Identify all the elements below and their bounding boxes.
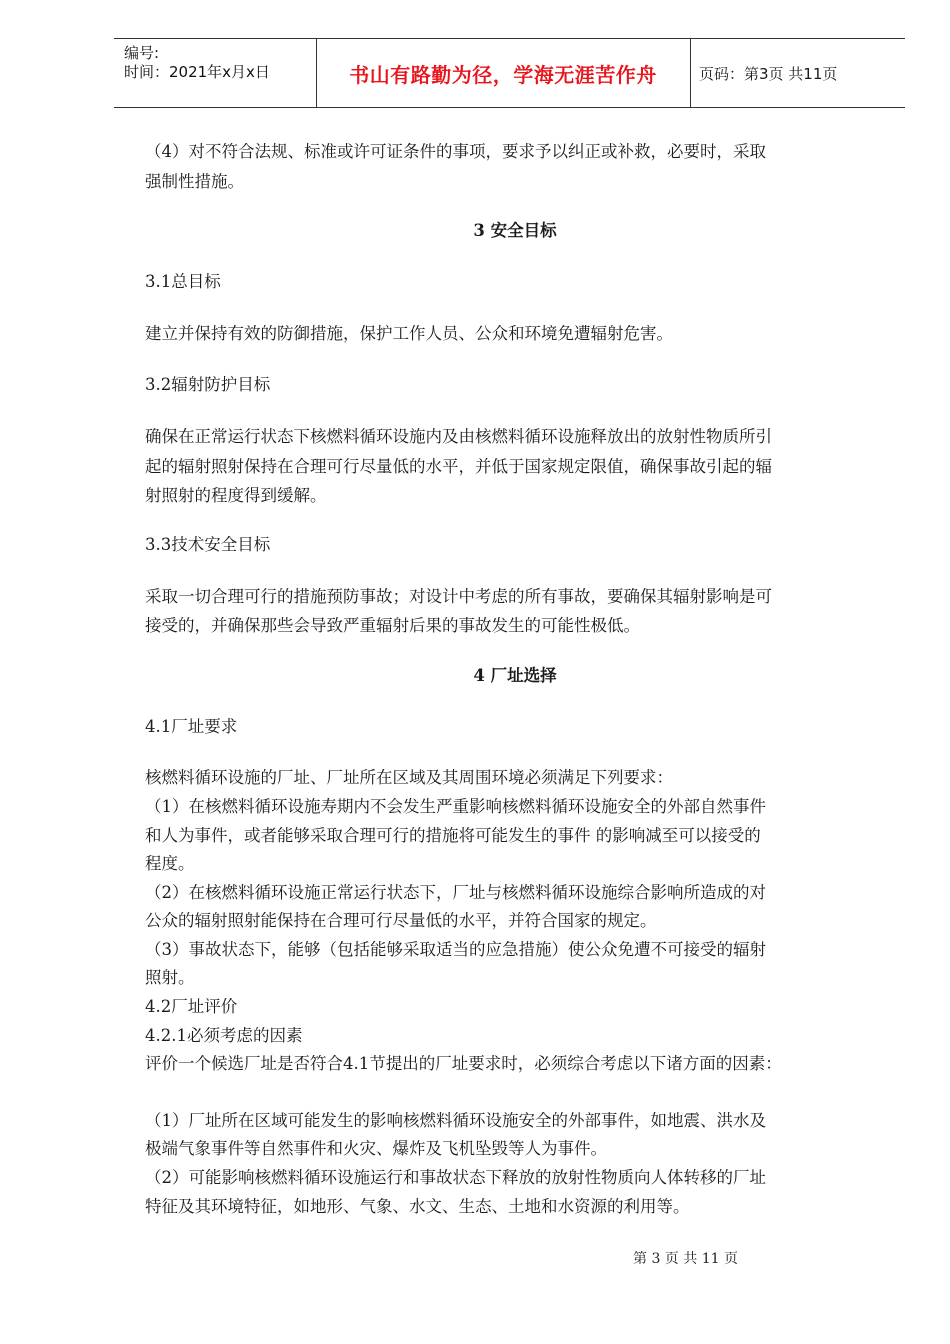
list-item-line: 特征及其环境特征，如地形、气象、水文、生态、土地和水资源的利用等。 bbox=[145, 1197, 690, 1216]
paragraph-line: 采取一切合理可行的措施预防事故；对设计中考虑的所有事故，要确保其辐射影响是可 bbox=[145, 587, 772, 606]
subsection-title: 3.3技术安全目标 bbox=[145, 535, 271, 554]
header-page-info: 页码：第3页 共11页 bbox=[699, 64, 838, 83]
list-item-line: 极端气象事件等自然事件和火灾、爆炸及飞机坠毁等人为事件。 bbox=[145, 1139, 607, 1158]
subsection-title: 3.1总目标 bbox=[145, 272, 221, 291]
document-number-label: 编号: bbox=[124, 44, 160, 62]
subsection-title: 4.1厂址要求 bbox=[145, 717, 238, 736]
list-item-line: 和人为事件，或者能够采取合理可行的措施将可能发生的事件 的影响减至可以接受的 bbox=[145, 826, 761, 845]
list-item-line: 程度。 bbox=[145, 854, 195, 873]
list-item-line: （2）在核燃料循环设施正常运行状态下，厂址与核燃料循环设施综合影响所造成的对 bbox=[145, 883, 766, 902]
subsection-title: 3.2辐射防护目标 bbox=[145, 375, 271, 394]
paragraph-line: 确保在正常运行状态下核燃料循环设施内及由核燃料循环设施释放出的放射性物质所引 bbox=[145, 427, 772, 446]
subsection-title: 4.2厂址评价 bbox=[145, 997, 238, 1016]
paragraph-line: 射照射的程度得到缓解。 bbox=[145, 486, 327, 505]
list-item-line: 公众的辐射照射能保持在合理可行尽量低的水平，并符合国家的规定。 bbox=[145, 911, 657, 930]
header-motto: 书山有路勤为径，学海无涯苦作舟 bbox=[349, 62, 657, 87]
subsection-title: 4.2.1必须考虑的因素 bbox=[145, 1026, 303, 1045]
list-item-line: 照射。 bbox=[145, 968, 195, 987]
section-heading-4: 4 厂址选择 bbox=[473, 666, 557, 685]
paragraph-line: 强制性措施。 bbox=[145, 172, 244, 191]
page-header bbox=[114, 38, 905, 108]
header-meta-cell bbox=[114, 39, 317, 107]
paragraph-line: 接受的，并确保那些会导致严重辐射后果的事故发生的可能性极低。 bbox=[145, 616, 640, 635]
paragraph-line: 建立并保持有效的防御措施，保护工作人员、公众和环境免遭辐射危害。 bbox=[145, 324, 673, 343]
paragraph-line: 评价一个候选厂址是否符合4.1节提出的厂址要求时，必须综合考虑以下诸方面的因素： bbox=[145, 1054, 782, 1073]
header-motto-cell bbox=[316, 39, 691, 107]
paragraph-line: 核燃料循环设施的厂址、厂址所在区域及其周围环境必须满足下列要求： bbox=[145, 768, 673, 787]
list-item-line: （3）事故状态下，能够（包括能够采取适当的应急措施）使公众免遭不可接受的辐射 bbox=[145, 940, 766, 959]
section-heading-3: 3 安全目标 bbox=[473, 221, 557, 240]
list-item-line: （1）厂址所在区域可能发生的影响核燃料循环设施安全的外部事件，如地震、洪水及 bbox=[145, 1111, 766, 1130]
page-footer: 第 3 页 共 11 页 bbox=[633, 1251, 738, 1267]
document-time-label: 时间：2021年x月x日 bbox=[124, 63, 270, 81]
header-page-cell bbox=[690, 39, 905, 107]
paragraph-line: 起的辐射照射保持在合理可行尽量低的水平，并低于国家规定限值，确保事故引起的辐 bbox=[145, 457, 772, 476]
list-item-line: （1）在核燃料循环设施寿期内不会发生严重影响核燃料循环设施安全的外部自然事件 bbox=[145, 797, 766, 816]
list-item-line: （2）可能影响核燃料循环设施运行和事故状态下释放的放射性物质向人体转移的厂址 bbox=[145, 1168, 766, 1187]
paragraph-line: （4）对不符合法规、标准或许可证条件的事项，要求予以纠正或补救，必要时，采取 bbox=[145, 142, 766, 161]
